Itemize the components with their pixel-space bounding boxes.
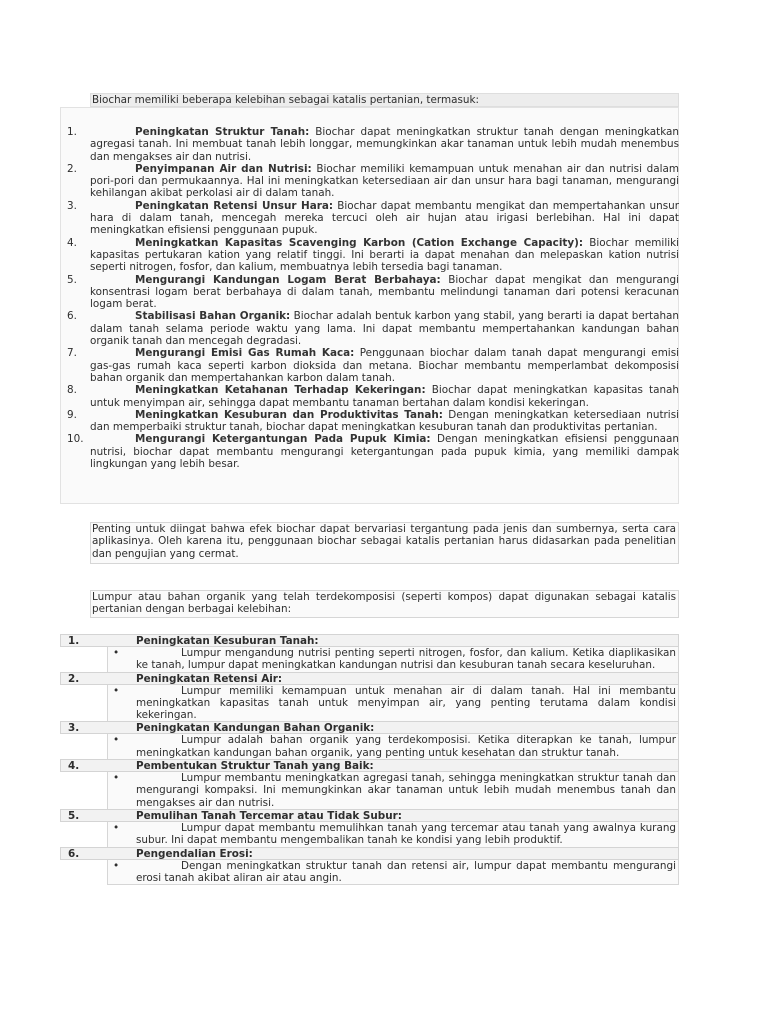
item-paragraph xyxy=(90,347,679,384)
item-title: Peningkatan Kandungan Bahan Organik: xyxy=(136,722,375,735)
item-number: 9. xyxy=(67,408,77,421)
item-title: Peningkatan Struktur Tanah: xyxy=(135,126,310,138)
item-title: Mengurangi Emisi Gas Rumah Kaca: xyxy=(135,347,355,360)
item-text: Lumpur adalah bahan organik yang terdekomposisi. Ketika diterapkan ke tanah, lumpur meningkatkan kandungan bahan organik, yang penting untuk kesehatan dan struktur tanah. xyxy=(136,734,676,759)
list-item xyxy=(60,200,679,237)
section1-intro-box xyxy=(90,93,679,107)
list-item xyxy=(60,384,679,409)
item-paragraph xyxy=(90,310,679,347)
item-text: Biochar dapat meningkatkan kapasitas tanah untuk menyimpan air, sehingga dapat membantu tanaman bertahan dalam kondisi kekeringan. xyxy=(90,384,679,409)
item-paragraph xyxy=(90,163,679,200)
item-number: 4. xyxy=(68,760,80,773)
section2-intro: Lumpur atau bahan organik yang telah terdekomposisi (seperti kompos) dapat digunakan sebagai katalis pertanian dengan berbagai kelebihan: xyxy=(92,591,676,616)
bullet-icon: • xyxy=(113,647,120,659)
list-heading-row xyxy=(60,672,679,685)
bullet-icon: • xyxy=(113,821,120,834)
item-text: Dengan meningkatkan struktur tanah dan retensi air, lumpur dapat membantu mengurangi erosi tanah akibat aliran air atau angin. xyxy=(136,859,676,884)
section1-intro: Biochar memiliki beberapa kelebihan sebagai katalis pertanian, termasuk: xyxy=(92,94,479,106)
item-title: Meningkatkan Ketahanan Terhadap Kekeringan: xyxy=(135,384,426,397)
item-title: Peningkatan Retensi Unsur Hara: xyxy=(135,199,334,212)
item-number: 6. xyxy=(68,847,80,860)
item-text: Lumpur dapat membantu memulihkan tanah yang tercemar atau tanah yang awalnya kurang subur. Ini dapat membantu mengembalikan tanah ke kondisi yang lebih produktif. xyxy=(136,821,676,847)
item-text: Biochar dapat meningkatkan struktur tanah dengan meningkatkan agregasi tanah. Ini membuat tanah lebih longgar, memungkinkan akar tanaman untuk lebih mudah menembus dan mengakses air dan nutrisi. xyxy=(90,126,679,163)
item-text: Dengan meningkatkan efisiensi penggunaan nutrisi, biochar dapat membantu mengurangi ketergantungan pada pupuk kimia, yang memiliki dampak lingkungan yang lebih besar. xyxy=(90,433,679,471)
item-title: Stabilisasi Bahan Organik: xyxy=(135,310,291,323)
item-paragraph xyxy=(90,274,679,311)
item-paragraph xyxy=(90,433,679,470)
item-title: Pengendalian Erosi: xyxy=(136,847,253,860)
section2-list xyxy=(60,635,679,885)
list-heading-row xyxy=(60,809,679,822)
item-paragraph xyxy=(90,384,679,409)
list-item xyxy=(60,163,679,200)
item-title: Pembentukan Struktur Tanah yang Baik: xyxy=(136,760,374,773)
item-number: 8. xyxy=(67,384,77,397)
item-number: 2. xyxy=(68,672,80,685)
item-text: Biochar adalah bentuk karbon yang stabil, yang berarti ia dapat bertahan dalam tanah selama periode waktu yang lama. Ini dapat membantu mempertahankan kandungan bahan organik tanah dan mencegah degradasi. xyxy=(90,310,679,348)
section1-note-box xyxy=(90,522,679,564)
bullet-icon: • xyxy=(113,859,120,872)
list-item xyxy=(60,126,679,163)
list-item xyxy=(60,347,679,384)
item-title: Peningkatan Retensi Air: xyxy=(136,672,283,685)
item-text: Dengan meningkatkan ketersediaan nutrisi dan memperbaiki struktur tanah, biochar dapat meningkatkan kesuburan tanah dan produktivitas pertanian. xyxy=(90,408,679,434)
item-number: 1. xyxy=(67,126,77,138)
bullet-icon: • xyxy=(113,684,120,697)
list-item xyxy=(60,237,679,274)
list-body-row xyxy=(107,685,679,723)
item-number: 1. xyxy=(68,635,80,647)
item-paragraph xyxy=(90,237,679,274)
item-text: Lumpur mengandung nutrisi penting seperti nitrogen, fosfor, dan kalium. Ketika diaplikasikan ke tanah, lumpur dapat meningkatkan kandungan nutrisi dan kesuburan tanah secara keseluruhan. xyxy=(136,647,676,672)
item-number: 2. xyxy=(67,162,77,175)
item-title: Mengurangi Kandungan Logam Berat Berbahaya: xyxy=(135,273,441,286)
list-body-row xyxy=(107,734,679,760)
item-title: Peningkatan Kesuburan Tanah: xyxy=(136,635,319,647)
list-heading-row xyxy=(60,721,679,734)
list-item xyxy=(60,274,679,311)
bullet-icon: • xyxy=(113,772,120,785)
item-title: Mengurangi Ketergantungan Pada Pupuk Kimia: xyxy=(135,433,431,446)
list-item xyxy=(60,310,679,347)
item-number: 10. xyxy=(67,433,84,446)
list-body-row xyxy=(107,822,679,848)
list-body-row xyxy=(107,860,679,886)
item-paragraph xyxy=(90,126,679,163)
item-number: 3. xyxy=(68,722,80,735)
item-title: Meningkatkan Kesuburan dan Produktivitas Tanah: xyxy=(135,408,443,421)
item-number: 4. xyxy=(67,236,77,249)
item-text: Biochar memiliki kapasitas pertukaran kation yang relatif tinggi. Ini berarti ia dapat menahan dan melepaskan kation nutrisi seperti nitrogen, fosfor, dan kalium, membuatnya lebih tersedia bagi tanaman. xyxy=(90,236,679,274)
item-text: Lumpur membantu meningkatkan agregasi tanah, sehingga meningkatkan struktur tanah dan mengurangi kompaksi. Ini memungkinkan akar tanaman untuk lebih mudah menembus tanah dan mengakses air dan nutrisi. xyxy=(136,772,676,809)
item-number: 6. xyxy=(67,310,77,323)
section1-note: Penting untuk diingat bahwa efek biochar dapat bervariasi tergantung pada jenis dan sumbernya, serta cara aplikasinya. Oleh karena itu, penggunaan biochar sebagai katalis pertanian harus didasarkan pada penelitian dan pengujian yang cermat. xyxy=(92,523,676,560)
bullet-icon: • xyxy=(113,734,120,747)
section2-intro-box xyxy=(90,590,679,618)
item-number: 5. xyxy=(67,273,77,286)
list-heading-row xyxy=(60,759,679,772)
item-title: Penyimpanan Air dan Nutrisi: xyxy=(135,162,312,175)
list-body-row xyxy=(107,647,679,673)
item-text: Biochar dapat membantu mengikat dan mempertahankan unsur hara di dalam tanah, mencegah mereka tercuci oleh air hujan atau irigasi berlebihan. Hal ini dapat meningkatkan efisiensi penggunaan pupuk. xyxy=(90,199,679,237)
item-text: Biochar memiliki kemampuan untuk menahan air dan nutrisi dalam pori-pori dan permukaannya. Hal ini meningkatkan ketersediaan air dan unsur hara bagi tanaman, mengurangi kehilangan akibat perkolasi air di dalam tanah. xyxy=(90,162,679,200)
item-text: Lumpur memiliki kemampuan untuk menahan air di dalam tanah. Hal ini membantu meningkatkan kapasitas tanah untuk menyimpan air, yang penting terutama dalam kondisi kekeringan. xyxy=(136,684,676,722)
item-number: 7. xyxy=(67,347,77,360)
item-title: Meningkatkan Kapasitas Scavenging Karbon (Cation Exchange Capacity): xyxy=(135,236,584,249)
item-text: Biochar dapat mengikat dan mengurangi konsentrasi logam berat berbahaya di dalam tanah, membantu melindungi tanaman dari potensi keracunan logam berat. xyxy=(90,273,679,311)
item-text: Penggunaan biochar dalam tanah dapat mengurangi emisi gas-gas rumah kaca seperti karbon dioksida dan metana. Biochar membantu memperlambat dekomposisi bahan organik dan mempertahankan karbon dalam tanah. xyxy=(90,347,679,384)
item-number: 3. xyxy=(67,199,77,212)
item-paragraph xyxy=(90,200,679,237)
section1-numbered-list xyxy=(60,126,679,470)
item-paragraph xyxy=(90,409,679,434)
list-heading-row xyxy=(60,847,679,860)
list-body-row xyxy=(107,772,679,810)
list-item xyxy=(60,433,679,470)
list-heading-row xyxy=(60,634,679,647)
list-item xyxy=(60,409,679,434)
item-number: 5. xyxy=(68,809,80,822)
item-title: Pemulihan Tanah Tercemar atau Tidak Subur: xyxy=(136,809,402,822)
